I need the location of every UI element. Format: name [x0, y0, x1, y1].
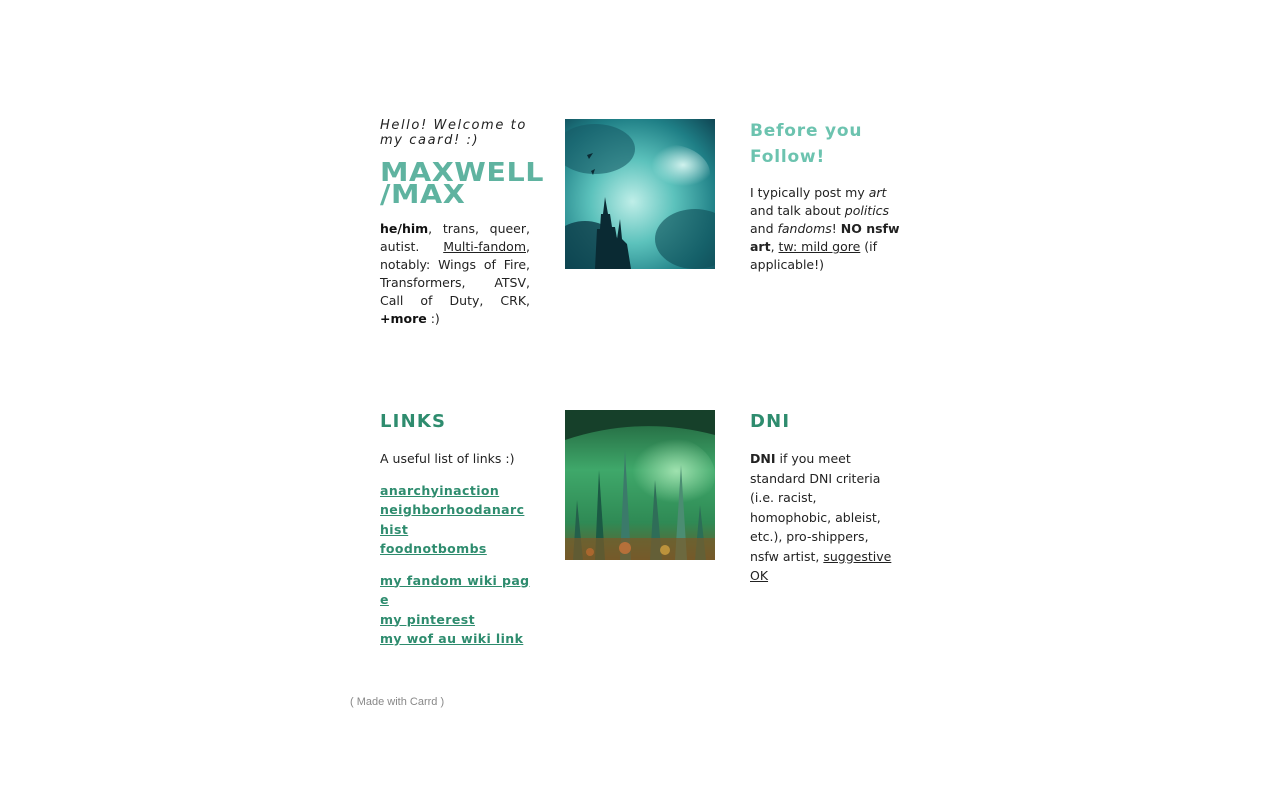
bio-part-1: , trans, queer, autist.: [380, 221, 530, 254]
follow-t2: and talk about: [750, 203, 845, 218]
links-heading: LINKS: [380, 411, 447, 432]
dni-heading: DNI: [750, 411, 791, 432]
dni-bold: DNI: [750, 451, 776, 466]
dni-body: if you meet standard DNI criteria (i.e. racist, homophobic, ableist, etc.), pro-shippers, nsfw artist,: [750, 451, 881, 564]
follow-politics: politics: [844, 203, 890, 218]
bio-part-2: , notably: Wings of Fire, Transformers, ATSV, Call of Duty, CRK,: [380, 239, 530, 308]
greeting-text: Hello! Welcome to my caard! :): [380, 118, 527, 148]
link-anarchyinaction[interactable]: anarchyinaction: [380, 482, 500, 498]
bio-text: [380, 220, 530, 328]
more-text: +more: [380, 311, 427, 326]
follow-nsfw: NO nsfw art: [750, 221, 900, 254]
link-pinterest[interactable]: my pinterest: [380, 611, 475, 627]
follow-text: [750, 184, 900, 274]
pronouns: he/him: [380, 221, 429, 236]
links-section: [380, 411, 530, 649]
link-wof-au-wiki[interactable]: my wof au wiki link: [380, 631, 524, 646]
follow-heading: Before you Follow!: [750, 121, 863, 167]
follow-t1: I typically post my: [750, 185, 869, 200]
dni-section: [750, 411, 900, 586]
links-group-2: [380, 571, 530, 649]
tw-link[interactable]: tw: mild gore: [778, 239, 861, 254]
bio-part-3: :): [426, 311, 440, 326]
follow-art: art: [868, 185, 887, 200]
made-with-carrd-link[interactable]: ( Made with Carrd ): [350, 696, 445, 708]
follow-t5: ,: [770, 239, 779, 254]
follow-t6: (if applicable!): [750, 239, 878, 272]
links-subtitle: A useful list of links :): [380, 451, 515, 466]
intro-section: [380, 118, 545, 328]
name-title: [380, 158, 545, 210]
link-fandom-wiki[interactable]: my fandom wiki page: [380, 572, 530, 607]
links-group-1: [380, 481, 530, 559]
green-city-image: [565, 410, 715, 560]
name-line-2: /MAX: [380, 180, 466, 210]
multifandom-link[interactable]: Multi-fandom: [443, 239, 527, 254]
link-foodnotbombs[interactable]: foodnotbombs: [380, 541, 487, 556]
follow-t4: !: [831, 221, 841, 236]
follow-section: [750, 118, 900, 274]
name-line-1: MAXWELL: [380, 158, 545, 188]
storm-castle-image: [565, 119, 715, 269]
dni-text: [750, 449, 900, 586]
link-neighborhoodanarchist[interactable]: neighborhoodanarchist: [380, 502, 525, 537]
follow-t3: and: [750, 221, 778, 236]
follow-fandoms: fandoms: [777, 221, 832, 236]
suggestive-ok-text: suggestive OK: [750, 548, 892, 583]
